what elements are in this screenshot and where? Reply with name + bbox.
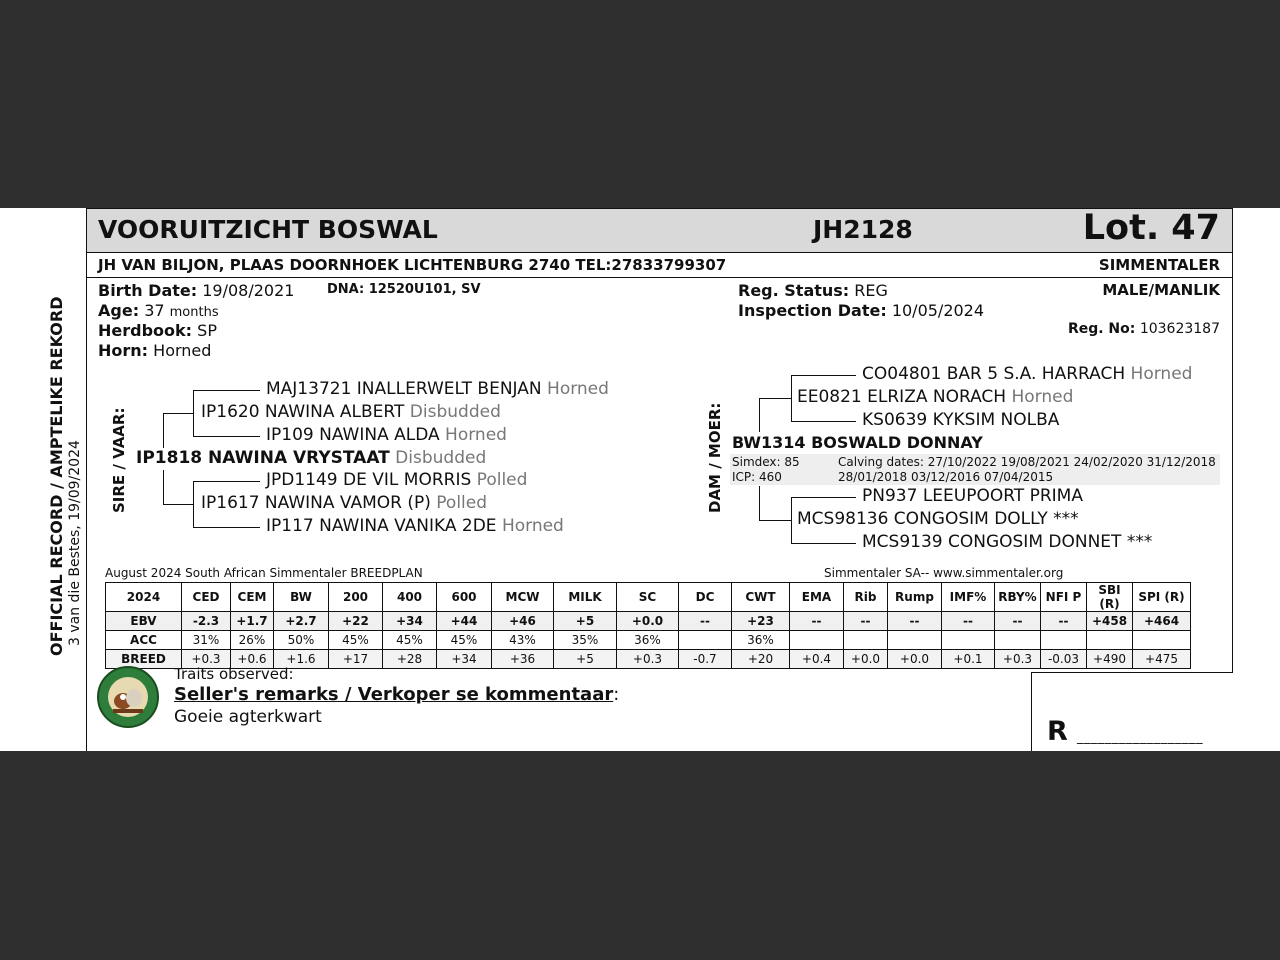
- sire-sire: IP1620 NAWINA ALBERT Disbudded: [201, 402, 501, 422]
- sire-connector: [193, 390, 194, 436]
- table-cell: +0.4: [790, 650, 844, 669]
- dam-sire: EE0821 ELRIZA NORACH Horned: [797, 387, 1074, 407]
- table-cell: +34: [437, 650, 492, 669]
- table-cell: +17: [329, 650, 383, 669]
- age: Age: 37 months: [98, 301, 219, 320]
- table-cell: SBI (R): [1087, 583, 1133, 612]
- ebv-table: [105, 582, 1191, 669]
- table-cell: CEM: [231, 583, 274, 612]
- simmentaler-logo: [97, 666, 159, 728]
- table-cell: 36%: [617, 631, 679, 650]
- table-cell: +46: [492, 612, 554, 631]
- dam-dam-dam: MCS9139 CONGOSIM DONNET ***: [862, 532, 1153, 552]
- table-cell: --: [942, 612, 995, 631]
- table-cell: +28: [383, 650, 437, 669]
- table-cell: +36: [492, 650, 554, 669]
- sire-sire-sire: MAJ13721 INALLERWELT BENJAN Horned: [266, 379, 609, 399]
- table-cell: 45%: [437, 631, 492, 650]
- dam-connector: [791, 375, 792, 421]
- table-cell: 43%: [492, 631, 554, 650]
- table-cell: +1.7: [231, 612, 274, 631]
- table-cell: +1.6: [274, 650, 329, 669]
- dam-connector: [759, 398, 760, 432]
- owner-divider: [87, 277, 1232, 278]
- table-cell: +5: [554, 650, 617, 669]
- table-cell: +0.0: [844, 650, 888, 669]
- table-cell: +23: [732, 612, 790, 631]
- table-cell: [1133, 631, 1191, 650]
- table-cell: EMA: [790, 583, 844, 612]
- price-currency: R: [1047, 716, 1068, 747]
- table-cell: 50%: [274, 631, 329, 650]
- dam-connector: [791, 375, 856, 376]
- animal-name: VOORUITZICHT BOSWAL: [98, 215, 438, 244]
- inspection-date: Inspection Date: 10/05/2024: [738, 301, 985, 320]
- sellers-remarks-text: Goeie agterkwart: [174, 707, 322, 727]
- cattle-emblem-icon: [99, 668, 157, 726]
- table-cell: BW: [274, 583, 329, 612]
- dam-dam: MCS98136 CONGOSIM DOLLY ***: [797, 509, 1079, 529]
- table-cell: NFI P: [1041, 583, 1087, 612]
- dam-connector: [759, 486, 760, 520]
- reg-status: Reg. Status: REG: [738, 281, 888, 300]
- dam-sire-dam: KS0639 KYKSIM NOLBA: [862, 410, 1060, 430]
- table-cell: +464: [1133, 612, 1191, 631]
- sire-connector: [193, 436, 260, 437]
- table-cell: 26%: [231, 631, 274, 650]
- table-cell: +0.3: [617, 650, 679, 669]
- table-cell: +20: [732, 650, 790, 669]
- sire-connector: [193, 481, 194, 527]
- table-cell: SC: [617, 583, 679, 612]
- table-cell: -2.3: [182, 612, 231, 631]
- horn-status: Horn: Horned: [98, 341, 212, 360]
- sire-connector: [163, 413, 164, 448]
- dam-label: DAM / MOER:: [706, 402, 724, 513]
- dam-connector: [791, 497, 792, 543]
- sire-connector: [193, 481, 260, 482]
- table-cell: +34: [383, 612, 437, 631]
- table-cell: 45%: [329, 631, 383, 650]
- auction-source-label: 3 van die Bestes, 19/09/2024: [67, 440, 83, 646]
- table-cell: [844, 631, 888, 650]
- sire-connector: [163, 413, 193, 414]
- table-cell: [790, 631, 844, 650]
- dam-connector: [759, 520, 791, 521]
- table-cell: -0.03: [1041, 650, 1087, 669]
- table-cell: MILK: [554, 583, 617, 612]
- table-cell: RBY%: [995, 583, 1041, 612]
- dam-dam-sire: PN937 LEEUPOORT PRIMA: [862, 486, 1083, 506]
- table-cell: --: [679, 612, 732, 631]
- table-cell: [888, 631, 942, 650]
- icp: ICP: 460: [732, 470, 782, 484]
- sex: MALE/MANLIK: [1102, 281, 1220, 299]
- table-cell: +44: [437, 612, 492, 631]
- row-label-cell: ACC: [106, 631, 182, 650]
- sire-sire-dam: IP109 NAWINA ALDA Horned: [266, 425, 507, 445]
- sire-dam: IP1617 NAWINA VAMOR (P) Polled: [201, 493, 488, 513]
- table-cell: CED: [182, 583, 231, 612]
- table-cell: +0.6: [231, 650, 274, 669]
- dam: BW1314 BOSWALD DONNAY: [732, 433, 983, 452]
- table-cell: DC: [679, 583, 732, 612]
- table-cell: 400: [383, 583, 437, 612]
- table-cell: 200: [329, 583, 383, 612]
- table-cell: 35%: [554, 631, 617, 650]
- table-cell: [679, 631, 732, 650]
- table-cell: 600: [437, 583, 492, 612]
- table-cell: 31%: [182, 631, 231, 650]
- table-cell: Rump: [888, 583, 942, 612]
- table-cell: -0.7: [679, 650, 732, 669]
- table-cell: 36%: [732, 631, 790, 650]
- sire: IP1818 NAWINA VRYSTAAT Disbudded: [136, 448, 487, 468]
- price-blank-line[interactable]: __________________: [1077, 730, 1203, 745]
- dam-sire-sire: CO04801 BAR 5 S.A. HARRACH Horned: [862, 364, 1193, 384]
- dna-info: DNA: 12520U101, SV: [327, 282, 481, 297]
- simdex: Simdex: 85: [732, 455, 800, 469]
- sire-connector: [163, 470, 164, 504]
- calving-dates: Calving dates: 27/10/2022 19/08/2021 24/02/2020 31/12/2018: [838, 455, 1216, 469]
- sire-dam-dam: IP117 NAWINA VANIKA 2DE Horned: [266, 516, 564, 536]
- lot-number: Lot. 47: [1082, 208, 1220, 248]
- ebv-row: [106, 612, 1191, 631]
- table-cell: MCW: [492, 583, 554, 612]
- table-cell: +458: [1087, 612, 1133, 631]
- table-cell: +0.0: [888, 650, 942, 669]
- calving-dates-cont: 28/01/2018 03/12/2016 07/04/2015: [838, 470, 1054, 484]
- table-cell: [1041, 631, 1087, 650]
- owner-line: JH VAN BILJON, PLAAS DOORNHOEK LICHTENBURG 2740 TEL:27833799307: [98, 256, 727, 274]
- row-label-cell: BREED: [106, 650, 182, 669]
- table-cell: +0.0: [617, 612, 679, 631]
- table-cell: +0.3: [995, 650, 1041, 669]
- table-cell: +22: [329, 612, 383, 631]
- table-cell: IMF%: [942, 583, 995, 612]
- dam-connector: [759, 398, 791, 399]
- sire-connector: [163, 504, 193, 505]
- birth-date: Birth Date: 19/08/2021: [98, 281, 295, 300]
- table-cell: [942, 631, 995, 650]
- dam-connector: [791, 543, 856, 544]
- table-cell: +475: [1133, 650, 1191, 669]
- table-cell: 45%: [383, 631, 437, 650]
- table-cell: --: [790, 612, 844, 631]
- table-cell: --: [888, 612, 942, 631]
- table-cell: --: [1041, 612, 1087, 631]
- sire-dam-sire: JPD1149 DE VIL MORRIS Polled: [266, 470, 528, 490]
- official-record-label: OFFICIAL RECORD / AMPTELIKE REKORD: [47, 296, 66, 656]
- table-cell: +5: [554, 612, 617, 631]
- dam-connector: [791, 497, 856, 498]
- table-cell: +2.7: [274, 612, 329, 631]
- animal-id: JH2128: [813, 215, 913, 244]
- reg-number: Reg. No: 103623187: [1067, 321, 1220, 337]
- table-cell: --: [995, 612, 1041, 631]
- sire-connector: [193, 390, 260, 391]
- row-label-cell: 2024: [106, 583, 182, 612]
- breedplan-caption: August 2024 South African Simmentaler BREEDPLAN: [105, 566, 423, 580]
- table-cell: +0.1: [942, 650, 995, 669]
- table-cell: --: [844, 612, 888, 631]
- sire-connector: [193, 527, 260, 528]
- table-cell: [1087, 631, 1133, 650]
- table-cell: Rib: [844, 583, 888, 612]
- table-cell: +490: [1087, 650, 1133, 669]
- table-cell: CWT: [732, 583, 790, 612]
- ebv-header-row: [106, 583, 1191, 612]
- breed-name: SIMMENTALER: [1098, 256, 1220, 274]
- table-cell: +0.3: [182, 650, 231, 669]
- sellers-remarks-heading: Seller's remarks / Verkoper se kommentaar:: [174, 684, 620, 705]
- table-cell: [995, 631, 1041, 650]
- table-cell: SPI (R): [1133, 583, 1191, 612]
- website-caption: Simmentaler SA-- www.simmentaler.org: [824, 566, 1064, 580]
- sire-label: SIRE / VAAR:: [110, 407, 128, 513]
- dam-connector: [791, 421, 856, 422]
- row-label-cell: EBV: [106, 612, 182, 631]
- traits-observed: Traits observed:: [174, 665, 294, 683]
- herdbook: Herdbook: SP: [98, 321, 217, 340]
- acc-row: [106, 631, 1191, 650]
